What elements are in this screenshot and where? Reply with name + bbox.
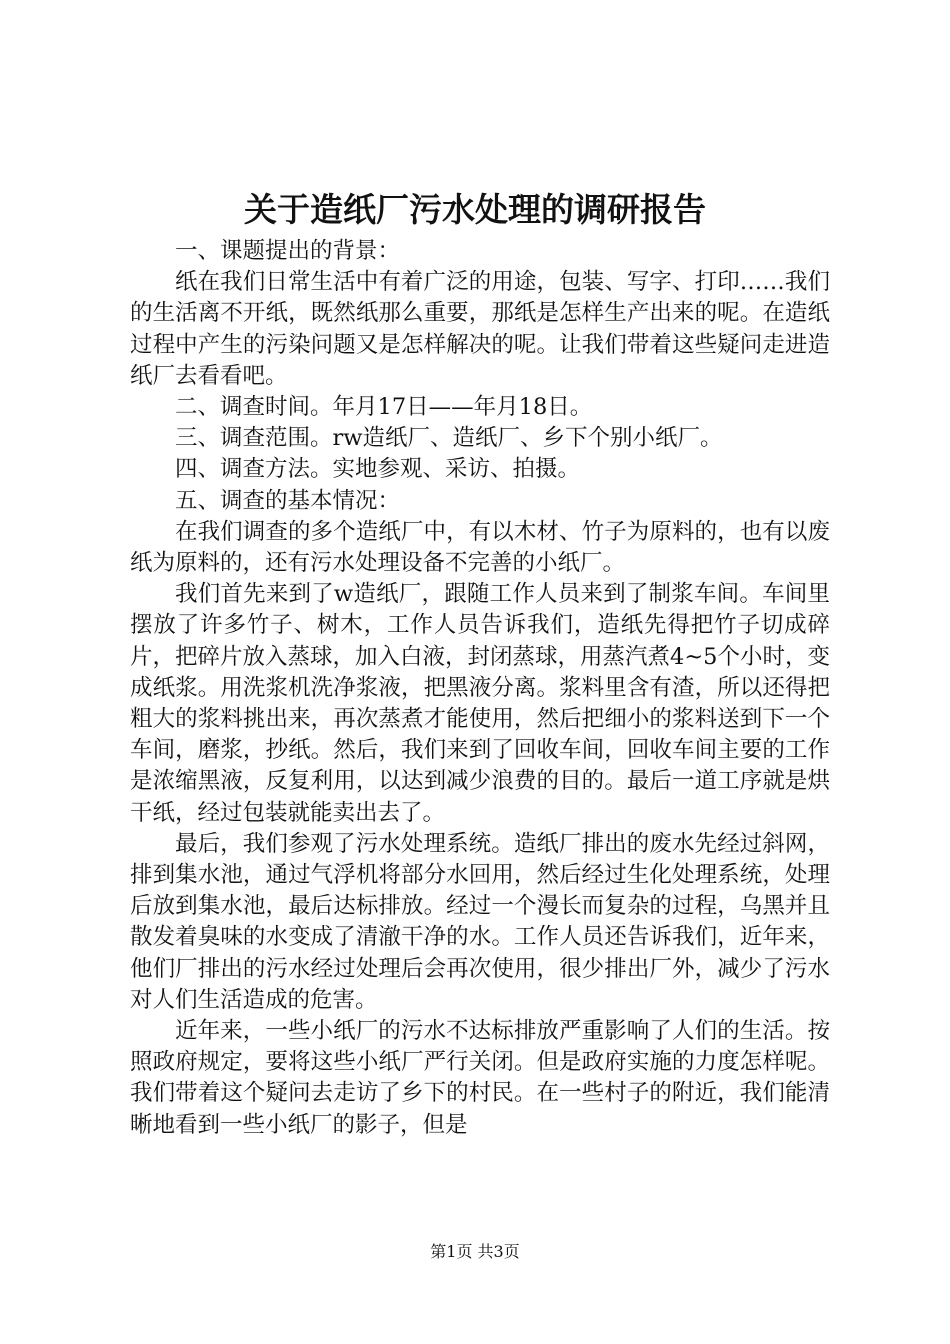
- paragraph-small-factories: 近年来，一些小纸厂的污水不达标排放严重影响了人们的生活。按照政府规定，要将这些小纸厂严行关闭。但是政府实施的力度怎样呢。我们带着这个疑问去走访了乡下的村民。在一些村子的附近，我们能清晰地看到一些小纸厂的影子，但是: [130, 1018, 830, 1138]
- paragraph-survey-time: 二、调查时间。年月17日——年月18日。: [175, 394, 593, 421]
- page-footer: 第1页 共3页: [430, 1242, 520, 1261]
- paragraph-survey-method: 四、调查方法。实地参观、采访、拍摄。: [175, 456, 581, 483]
- paragraph-section-1-heading: 一、课题提出的背景：: [175, 238, 401, 264]
- document-body: [130, 236, 830, 1141]
- paragraph-factories-overview: 在我们调查的多个造纸厂中，有以木材、竹子为原料的，也有以废纸为原料的，还有污水处理设备不完善的小纸厂。: [130, 518, 830, 577]
- paragraph-section-5-heading: 五、调查的基本情况：: [175, 487, 401, 514]
- paragraph-pulping-process: 我们首先来到了w造纸厂，跟随工作人员来到了制浆车间。车间里摆放了许多竹子、树木，工作人员告诉我们，造纸先得把竹子切成碎片，把碎片放入蒸球，加入白液，封闭蒸球，用蒸汽煮4~5个小时，变成纸浆。用洗浆机洗净浆液，把黑液分离。浆料里含有渣，所以还得把粗大的浆料挑出来，再次蒸煮才能使用，然后把细小的浆料送到下一个车间，磨浆，抄纸。然后，我们来到了回收车间，回收车间主要的工作是浓缩黑液，反复利用，以达到减少浪费的目的。最后一道工序就是烘干纸，经过包装就能卖出去了。: [130, 581, 830, 826]
- document-title: 关于造纸厂污水处理的调研报告: [244, 190, 706, 229]
- paragraph-background: 纸在我们日常生活中有着广泛的用途，包装、写字、打印……我们的生活离不开纸，既然纸那么重要，那纸是怎样生产出来的呢。在造纸过程中产生的污染问题又是怎样解决的呢。让我们带着这些疑问走进造纸厂去看看吧。: [130, 269, 830, 389]
- paragraph-survey-scope: 三、调查范围。rw造纸厂、造纸厂、乡下个别小纸厂。: [175, 425, 723, 452]
- paragraph-wastewater-system: 最后，我们参观了污水处理系统。造纸厂排出的废水先经过斜网，排到集水池，通过气浮机将部分水回用，然后经过生化处理系统，处理后放到集水池，最后达标排放。经过一个漫长而复杂的过程，乌黑并且散发着臭味的水变成了清澈干净的水。工作人员还告诉我们，近年来，他们厂排出的污水经过处理后会再次使用，很少排出厂外，减少了污水对人们生活造成的危害。: [130, 830, 830, 1013]
